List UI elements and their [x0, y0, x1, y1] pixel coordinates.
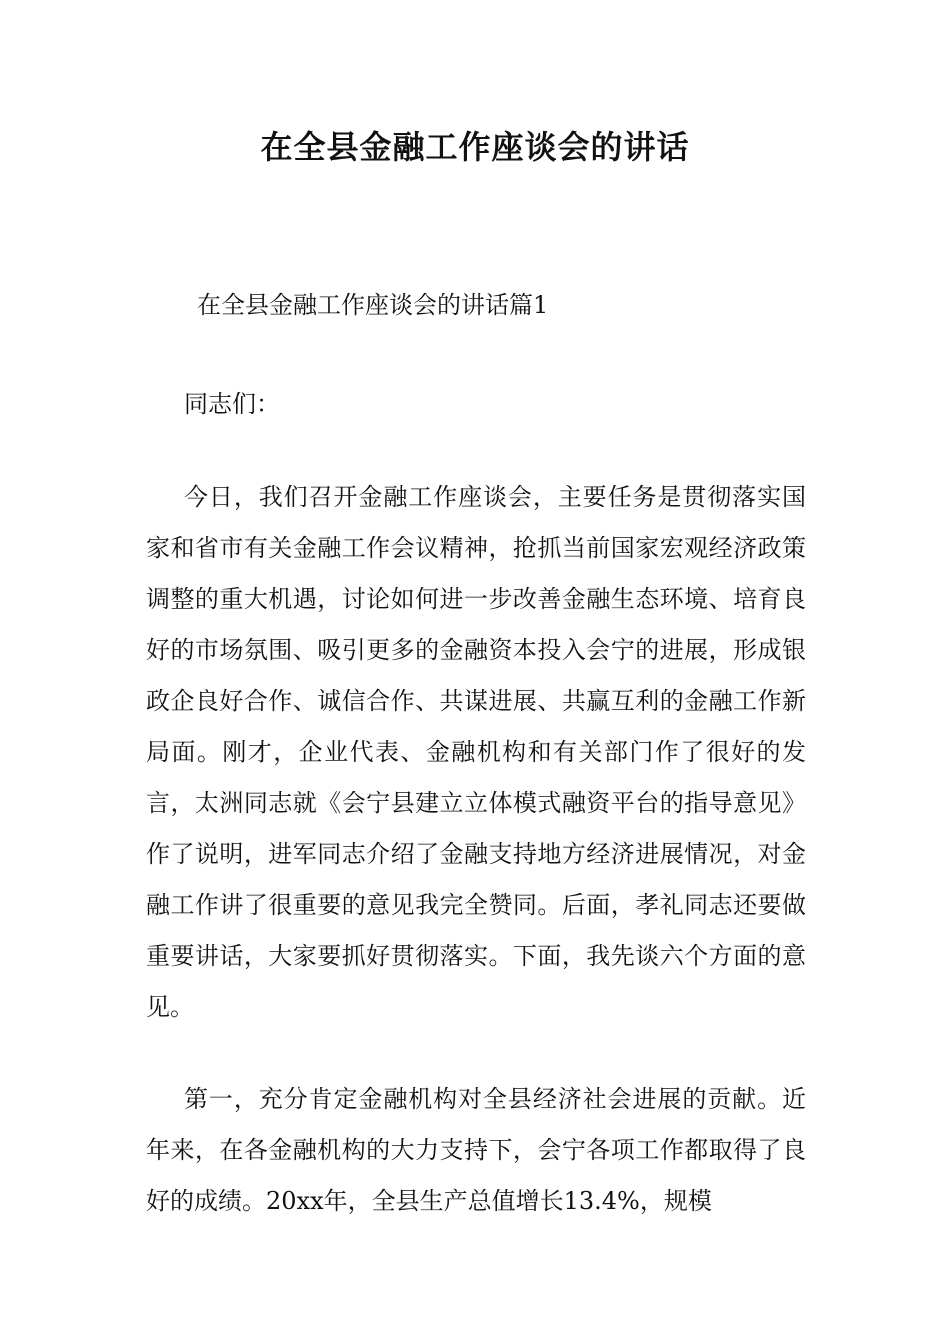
body-paragraph: 第一，充分肯定金融机构对全县经济社会进展的贡献。近年来，在各金融机构的大力支持下，会宁各项工作都取得了良好的成绩。20xx年，全县生产总值增长13.4%，规模: [146, 1085, 806, 1215]
document-subtitle: 在全县金融工作座谈会的讲话篇1: [197, 291, 549, 319]
salutation: 同志们：: [184, 390, 280, 418]
document-title: 在全县金融工作座谈会的讲话: [260, 128, 690, 166]
body-paragraph: 今日，我们召开金融工作座谈会，主要任务是贯彻落实国家和省市有关金融工作会议精神，抢抓当前国家宏观经济政策调整的重大机遇，讨论如何进一步改善金融生态环境、培育良好的市场氛围、吸引更多的金融资本投入会宁的进展，形成银政企良好合作、诚信合作、共谋进展、共赢互利的金融工作新局面。刚才，企业代表、金融机构和有关部门作了很好的发言，太洲同志就《会宁县建立立体模式融资平台的指导意见》作了说明，进军同志介绍了金融支持地方经济进展情况，对金融工作讲了很重要的意见我完全赞同。后面，孝礼同志还要做重要讲话，大家要抓好贯彻落实。下面，我先谈六个方面的意见。: [146, 483, 806, 1021]
